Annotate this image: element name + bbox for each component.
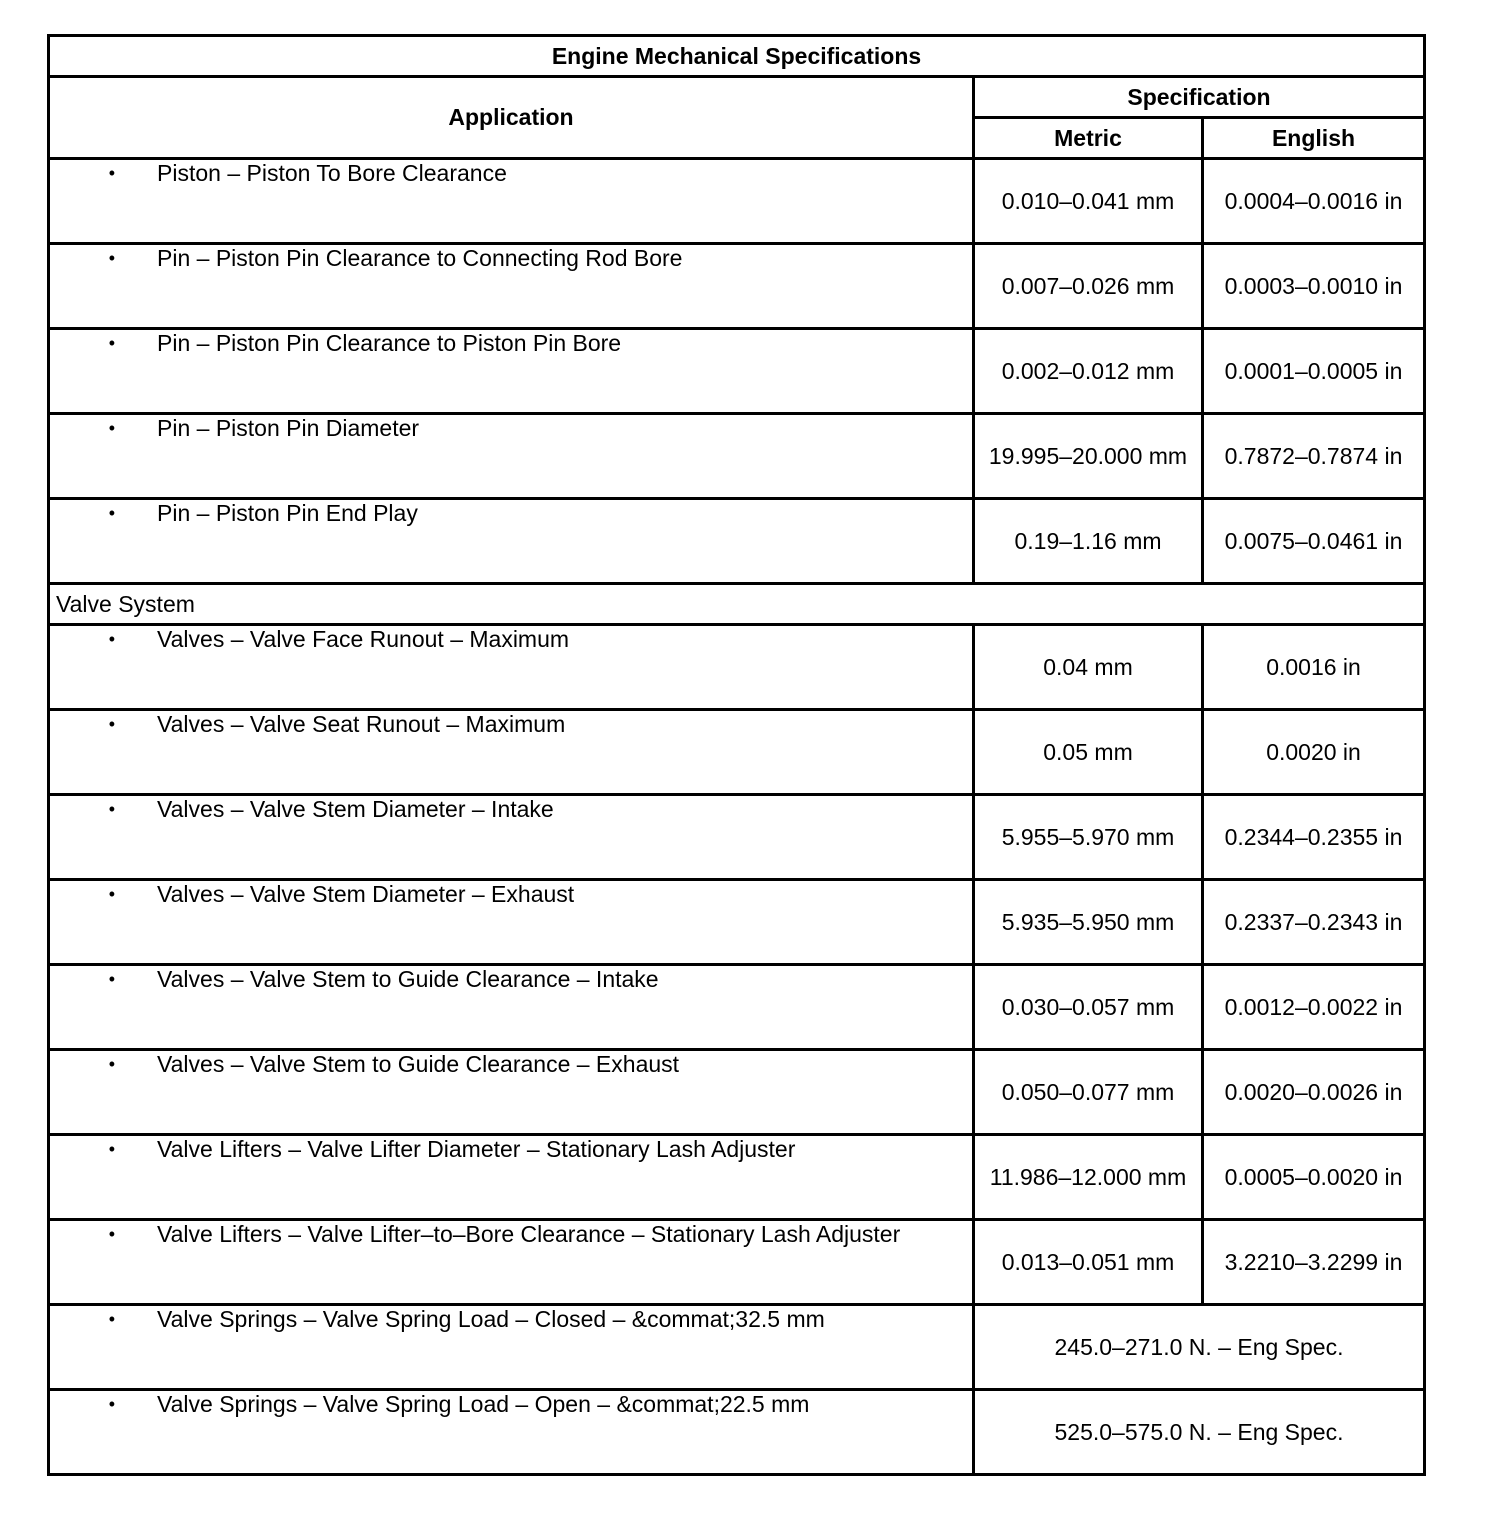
application-label: Piston – Piston To Bore Clearance — [157, 160, 507, 186]
english-value: 0.0004–0.0016 in — [1203, 159, 1425, 244]
metric-value: 0.19–1.16 mm — [974, 499, 1203, 584]
section-label: Valve System — [49, 584, 1425, 625]
bullet-icon: • — [108, 503, 115, 523]
table-row — [49, 159, 1425, 244]
metric-value: 0.050–0.077 mm — [974, 1050, 1203, 1135]
metric-value: 5.935–5.950 mm — [974, 880, 1203, 965]
table-row — [49, 499, 1425, 584]
header-application: Application — [49, 77, 974, 159]
table-row — [49, 710, 1425, 795]
english-value: 0.0020–0.0026 in — [1203, 1050, 1425, 1135]
metric-value: 0.007–0.026 mm — [974, 244, 1203, 329]
application-label: Valves – Valve Stem to Guide Clearance – Intake — [157, 966, 659, 992]
english-value: 0.0075–0.0461 in — [1203, 499, 1425, 584]
table-row — [49, 1135, 1425, 1220]
application-label: Valves – Valve Face Runout – Maximum — [157, 626, 570, 652]
bullet-icon: • — [108, 884, 115, 904]
bullet-icon: • — [108, 1054, 115, 1074]
english-value: 0.0016 in — [1203, 625, 1425, 710]
metric-value: 5.955–5.970 mm — [974, 795, 1203, 880]
bullet-icon: • — [108, 1139, 115, 1159]
english-value: 0.0012–0.0022 in — [1203, 965, 1425, 1050]
english-value: 0.7872–0.7874 in — [1203, 414, 1425, 499]
english-value: 3.2210–3.2299 in — [1203, 1220, 1425, 1305]
bullet-icon: • — [108, 1309, 115, 1329]
english-value: 0.0003–0.0010 in — [1203, 244, 1425, 329]
bullet-icon: • — [108, 714, 115, 734]
table-row — [49, 1050, 1425, 1135]
application-label: Valves – Valve Stem Diameter – Intake — [157, 796, 554, 822]
header-english: English — [1203, 118, 1425, 159]
bullet-icon: • — [108, 418, 115, 438]
application-label: Pin – Piston Pin Clearance to Connecting Rod Bore — [157, 245, 683, 271]
application-label: Valves – Valve Stem Diameter – Exhaust — [157, 881, 575, 907]
bullet-icon: • — [108, 163, 115, 183]
bullet-icon: • — [108, 1394, 115, 1414]
table-row — [49, 625, 1425, 710]
bullet-icon: • — [108, 333, 115, 353]
table-row — [49, 795, 1425, 880]
application-label: Valves – Valve Stem to Guide Clearance – Exhaust — [157, 1051, 680, 1077]
bullet-icon: • — [108, 629, 115, 649]
bullet-icon: • — [108, 1224, 115, 1244]
metric-value: 0.010–0.041 mm — [974, 159, 1203, 244]
engine-spec-table — [47, 34, 1426, 1476]
table-row — [49, 329, 1425, 414]
table-row — [49, 414, 1425, 499]
application-label: Pin – Piston Pin Diameter — [157, 415, 420, 441]
metric-value: 0.030–0.057 mm — [974, 965, 1203, 1050]
table-row — [49, 965, 1425, 1050]
table-title: Engine Mechanical Specifications — [49, 36, 1425, 77]
table-row — [49, 244, 1425, 329]
combined-spec-value: 525.0–575.0 N. – Eng Spec. — [974, 1390, 1425, 1475]
english-value: 0.2344–0.2355 in — [1203, 795, 1425, 880]
application-label: Valves – Valve Seat Runout – Maximum — [157, 711, 566, 737]
application-label: Valve Lifters – Valve Lifter–to–Bore Clearance – Stationary Lash Adjuster — [157, 1221, 901, 1247]
metric-value: 0.05 mm — [974, 710, 1203, 795]
bullet-icon: • — [108, 799, 115, 819]
metric-value: 11.986–12.000 mm — [974, 1135, 1203, 1220]
application-label: Pin – Piston Pin End Play — [157, 500, 418, 526]
table-row — [49, 1390, 1425, 1475]
english-value: 0.0020 in — [1203, 710, 1425, 795]
metric-value: 19.995–20.000 mm — [974, 414, 1203, 499]
metric-value: 0.013–0.051 mm — [974, 1220, 1203, 1305]
table-row — [49, 1220, 1425, 1305]
metric-value: 0.002–0.012 mm — [974, 329, 1203, 414]
english-value: 0.0005–0.0020 in — [1203, 1135, 1425, 1220]
application-label: Valve Springs – Valve Spring Load – Open – &commat;22.5 mm — [157, 1391, 810, 1417]
header-metric: Metric — [974, 118, 1203, 159]
english-value: 0.0001–0.0005 in — [1203, 329, 1425, 414]
table-row — [49, 1305, 1425, 1390]
combined-spec-value: 245.0–271.0 N. – Eng Spec. — [974, 1305, 1425, 1390]
application-label: Valve Springs – Valve Spring Load – Closed – &commat;32.5 mm — [157, 1306, 825, 1332]
metric-value: 0.04 mm — [974, 625, 1203, 710]
application-label: Valve Lifters – Valve Lifter Diameter – Stationary Lash Adjuster — [157, 1136, 796, 1162]
section-row — [49, 584, 1425, 625]
bullet-icon: • — [108, 969, 115, 989]
header-specification: Specification — [974, 77, 1425, 118]
bullet-icon: • — [108, 248, 115, 268]
english-value: 0.2337–0.2343 in — [1203, 880, 1425, 965]
application-label: Pin – Piston Pin Clearance to Piston Pin Bore — [157, 330, 622, 356]
table-row — [49, 880, 1425, 965]
